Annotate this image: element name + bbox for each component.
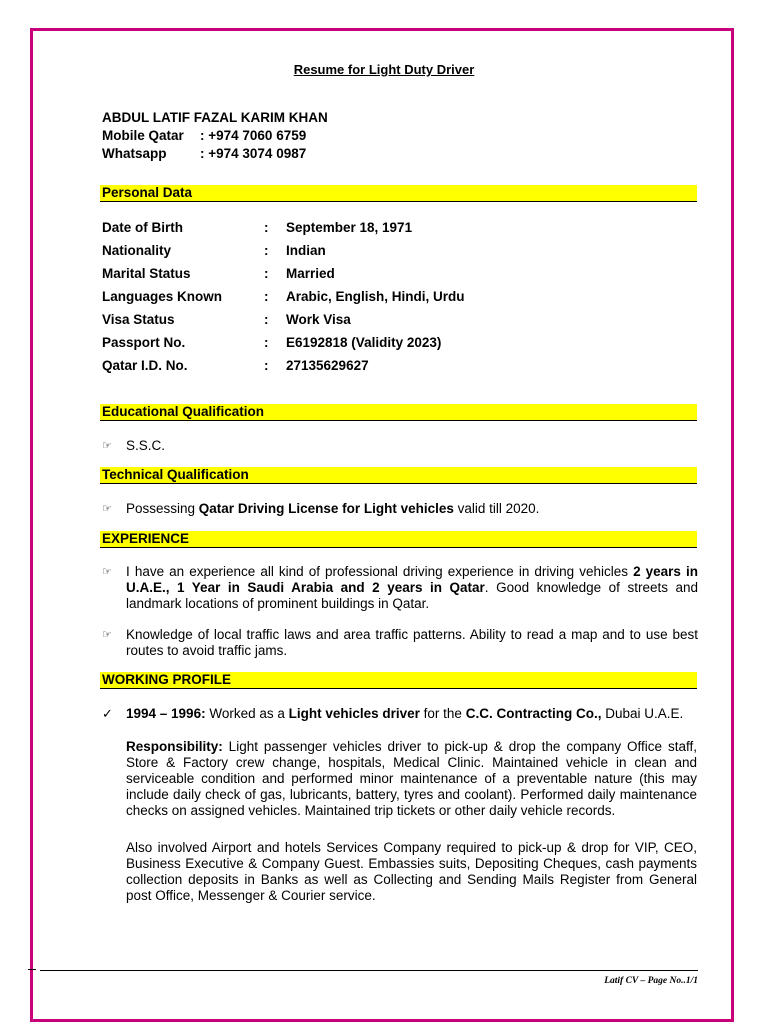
mobile-label: Mobile Qatar [102,128,184,143]
job-summary: 1994 – 1996: Worked as a Light vehicles driver for the C.C. Contracting Co., Dubai U.A.E. [126,706,684,721]
education-text: S.S.C. [126,438,166,453]
experience-item-2 [102,627,698,659]
whatsapp-line [102,145,306,163]
technical-text: Possessing Qatar Driving License for Light vehicles valid till 2020. [126,501,540,516]
personal-data-key: Marital Status [102,266,191,281]
pointing-hand-icon: ☞ [102,566,112,578]
personal-data-separator: : [264,358,269,373]
personal-data-separator: : [264,243,269,258]
personal-data-separator: : [264,266,269,281]
experience-text-2: Knowledge of local traffic laws and area traffic patterns. Ability to read a map and to use best routes to avoid traffic jams. [126,627,698,658]
page-footer: Latif CV – Page No..1/1 [604,976,698,986]
personal-data-key: Nationality [102,243,172,258]
job-entry [102,706,698,722]
personal-data-key: Languages Known [102,289,223,304]
personal-data-key: Qatar I.D. No. [102,358,188,373]
section-heading-personal: Personal Data [100,185,697,202]
personal-data-value: September 18, 1971 [286,220,413,235]
personal-data-value: 27135629627 [286,358,369,373]
page-title: Resume for Light Duty Driver [293,62,475,77]
footer-rule [40,970,698,971]
technical-item [102,501,698,517]
pointing-hand-icon: ☞ [102,503,112,515]
whatsapp-label: Whatsapp [102,146,167,161]
pointing-hand-icon: ☞ [102,629,112,641]
also-involved-paragraph: Also involved Airport and hotels Services Company required to pick-up & drop for VIP, CEO, Business Executive & Company Guest. Embassies suits, Depositing Cheques, cash payments collection deposits in Banks as well as Collecting and Sending Mails Register from General post Office, Messenger & Courier service. [126,840,697,903]
footer-rule-tick [28,969,36,970]
personal-data-separator: : [264,289,269,304]
section-heading-technical: Technical Qualification [100,467,697,484]
personal-data-key: Passport No. [102,335,186,350]
personal-data-key: Visa Status [102,312,175,327]
experience-text-1: I have an experience all kind of professional driving experience in driving vehicles 2 years in U.A.E., 1 Year in Saudi Arabia and 2 years in Qatar. Good knowledge of streets and landmark locations of prominent buildings in Qatar. [126,564,698,611]
personal-data-separator: : [264,335,269,350]
personal-data-value: Work Visa [286,312,351,327]
section-heading-working-profile: WORKING PROFILE [100,672,697,689]
section-heading-experience: EXPERIENCE [100,531,697,548]
personal-data-value: E6192818 (Validity 2023) [286,335,442,350]
experience-item-1 [102,564,698,612]
personal-data-separator: : [264,312,269,327]
whatsapp-value: : +974 3074 0987 [200,146,307,161]
check-mark-icon: ✓ [102,706,113,721]
section-heading-education: Educational Qualification [100,404,697,421]
mobile-line [102,127,306,145]
candidate-name: ABDUL LATIF FAZAL KARIM KHAN [102,110,328,125]
personal-data-separator: : [264,220,269,235]
responsibility-paragraph: Responsibility: Light passenger vehicles driver to pick-up & drop the company Office staff, Store & Factory crew change, hospitals, Medical Clinic. Maintained vehicle in clean and serviceable condition and performed minor maintenance of a preventable nature (this may include daily check of gas, lubricants, battery, tyres and coolant). Performed daily maintenance checks on assigned vehicles. Maintained trip tickets or other daily vehicle records. [126,739,697,818]
personal-data-value: Married [286,266,335,281]
education-item [102,438,698,454]
pointing-hand-icon: ☞ [102,440,112,452]
personal-data-value: Arabic, English, Hindi, Urdu [286,289,465,304]
personal-data-value: Indian [286,243,326,258]
personal-data-key: Date of Birth [102,220,183,235]
mobile-value: : +974 7060 6759 [200,128,307,143]
